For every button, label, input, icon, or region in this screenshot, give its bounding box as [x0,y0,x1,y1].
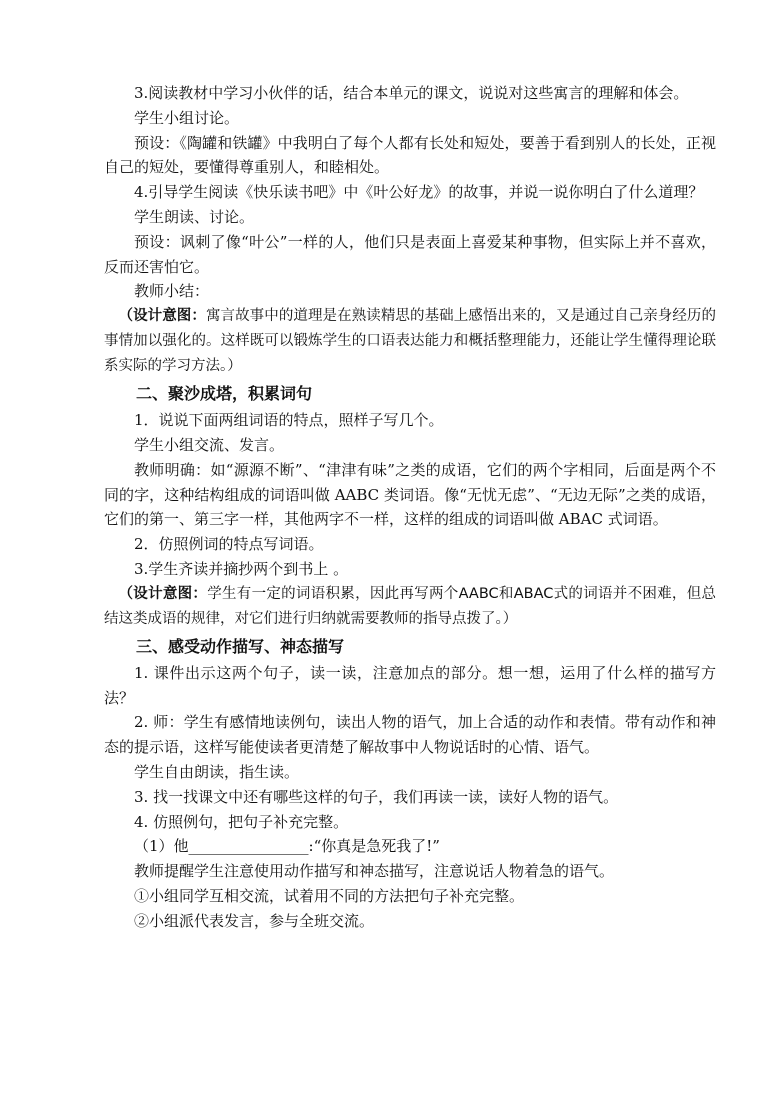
paragraph-s2-item1: 1．说说下面两组词语的特点，照样子写几个。 [134,411,444,430]
paragraph-s2-group: 学生小组交流、发言。 [134,435,285,454]
paragraph-item3: 3.阅读教材中学习小伙伴的话，结合本单元的课文，说说对这些寓言的理解和体会。 [134,84,689,102]
paragraph-group-discussion: 学生小组讨论。 [134,108,240,127]
paragraph-s3-item2: 2. 师：学生有感情地读例句，读出人物的语气，加上合适的动作和表情。带有动作和神态的提示语，这样写能使读者更清楚了解故事中人物说话时的心情、语气。 [104,713,716,757]
design-intent-label: （设计意图： [118,308,206,325]
paragraph-s3-sub1: （1）他________________:“你真是急死我了!” [134,837,440,856]
paragraph-s3-remind: 教师提醒学生注意使用动作描写和神态描写，注意说话人物着急的语气。 [134,862,615,881]
paragraph-s3-item3: 3. 找一找课文中还有哪些这样的句子，我们再读一读，读好人物的语气。 [134,787,619,806]
section-heading-2: 二、聚沙成塔，积累词句 [136,384,313,404]
paragraph-s3-item4: 4. 仿照例句，把句子补充完整。 [134,812,349,831]
design-intent-text: 学生有一定的词语积累，因此再写两个AABC和ABAC式的词语并不困难，但总结这类成语的规律，对它们进行归纳就需要教师的指导点拨了。） [104,585,716,627]
section-heading-3: 三、感受动作描写、神态描写 [136,636,345,656]
paragraph-s3-circle2: ②小组派代表发言，参与全班交流。 [134,911,375,930]
paragraph-s2-teacher-clear: 教师明确：如“源源不断”、“津津有味”之类的成语，它们的两个字相同，后面是两个不同的字，这种结构组成的词语叫做 AABC 类词语。像“无忧无虑”、“无边无际”之类的成语，它们的第一、第三字一样，其他两字不一样，这样的组成的词语叫做 ABAC 式词语。 [104,460,716,529]
document-body [104,81,716,934]
paragraph-preset-1: 预设：《陶罐和铁罐》中我明白了每个人都有长处和短处，要善于看到别人的长处，正视自己的短处，要懂得尊重别人，和睦相处。 [104,133,716,177]
paragraph-s2-item3: 3.学生齐读并摘抄两个到书上 。 [134,559,349,578]
paragraph-s3-circle1: ①小组同学互相交流，试着用不同的方法把句子补充完整。 [134,886,525,905]
paragraph-s3-free-read: 学生自由朗读，指生读。 [134,762,300,781]
paragraph-teacher-summary: 教师小结： [134,282,210,301]
paragraph-item4: 4.引导学生阅读《快乐读书吧》中《叶公好龙》的故事，并说一说你明白了什么道理？ [134,183,704,202]
paragraph-s3-item1: 1. 课件出示这两个句子，读一读，注意加点的部分。想一想，运用了什么样的描写方法？ [104,663,716,707]
design-intent-label: （设计意图： [118,585,208,602]
paragraph-preset-2: 预设：讽刺了像“叶公”一样的人，他们只是表面上喜爱某种事物，但实际上并不喜欢，反而还害怕它。 [104,232,716,276]
paragraph-s2-item2: 2．仿照例词的特点写词语。 [134,535,324,554]
design-intent-2 [104,582,716,632]
design-intent-1 [104,304,716,379]
design-intent-text: 寓言故事中的道理是在熟读精思的基础上感悟出来的，又是通过自己亲身经历的事情加以强化的。这样既可以锻炼学生的口语表达能力和概括整理能力，还能让学生懂得理论联系实际的学习方法。） [104,308,716,375]
paragraph-read-discuss: 学生朗读、讨论。 [134,207,255,226]
